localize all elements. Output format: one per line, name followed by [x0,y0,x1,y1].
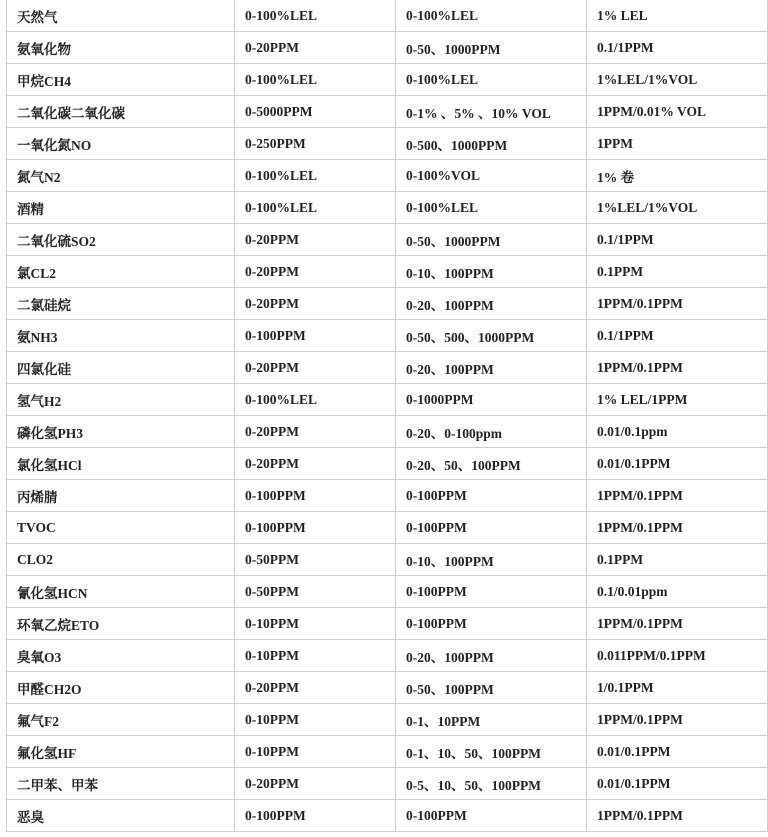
optional-range-cell: 0-20、100PPM [396,288,587,320]
optional-range-cell: 0-20、100PPM [396,352,587,384]
optional-range-cell: 0-100%LEL [396,64,587,96]
table-row [7,672,768,704]
resolution-cell: 1PPM/0.1PPM [587,288,768,320]
table-row [7,256,768,288]
gas-name-cell: 氯化氢HCl [7,448,235,480]
resolution-cell: 0.01/0.1ppm [587,416,768,448]
optional-range-cell: 0-100PPM [396,800,587,832]
resolution-cell: 1PPM/0.01% VOL [587,96,768,128]
optional-range-cell: 0-500、1000PPM [396,128,587,160]
default-range-cell: 0-20PPM [235,768,396,800]
table-row [7,384,768,416]
table-row [7,64,768,96]
optional-range-cell: 0-100PPM [396,480,587,512]
gas-name-cell: 二氧化碳二氧化碳 [7,96,235,128]
resolution-cell: 0.1/1PPM [587,32,768,64]
gas-name-cell: 四氯化硅 [7,352,235,384]
table-row [7,704,768,736]
table-row [7,768,768,800]
gas-name-cell: 氨NH3 [7,320,235,352]
default-range-cell: 0-10PPM [235,608,396,640]
optional-range-cell: 0-10、100PPM [396,544,587,576]
default-range-cell: 0-20PPM [235,224,396,256]
table-row [7,288,768,320]
gas-name-cell: CLO2 [7,544,235,576]
optional-range-cell: 0-100PPM [396,608,587,640]
table-row [7,544,768,576]
gas-name-cell: TVOC [7,512,235,544]
table-row [7,800,768,832]
resolution-cell: 1PPM/0.1PPM [587,800,768,832]
optional-range-cell: 0-50、1000PPM [396,32,587,64]
default-range-cell: 0-20PPM [235,416,396,448]
gas-name-cell: 一氧化氮NO [7,128,235,160]
table-row [7,736,768,768]
optional-range-cell: 0-1000PPM [396,384,587,416]
resolution-cell: 1PPM/0.1PPM [587,704,768,736]
resolution-cell: 1PPM [587,128,768,160]
default-range-cell: 0-100PPM [235,480,396,512]
default-range-cell: 0-50PPM [235,576,396,608]
table-row [7,224,768,256]
table-row [7,128,768,160]
gas-name-cell: 磷化氢PH3 [7,416,235,448]
default-range-cell: 0-20PPM [235,256,396,288]
gas-name-cell: 环氧乙烷ETO [7,608,235,640]
table-body [7,0,768,832]
default-range-cell: 0-100%LEL [235,160,396,192]
table-row [7,576,768,608]
optional-range-cell: 0-10、100PPM [396,256,587,288]
gas-name-cell: 恶臭 [7,800,235,832]
gas-name-cell: 氟化氢HF [7,736,235,768]
default-range-cell: 0-250PPM [235,128,396,160]
resolution-cell: 0.1PPM [587,256,768,288]
resolution-cell: 0.01/0.1PPM [587,768,768,800]
table-row [7,192,768,224]
optional-range-cell: 0-20、0-100ppm [396,416,587,448]
gas-name-cell: 二氯硅烷 [7,288,235,320]
table-row [7,0,768,32]
resolution-cell: 1% LEL [587,0,768,32]
default-range-cell: 0-10PPM [235,640,396,672]
optional-range-cell: 0-50、100PPM [396,672,587,704]
resolution-cell: 1/0.1PPM [587,672,768,704]
resolution-cell: 0.011PPM/0.1PPM [587,640,768,672]
default-range-cell: 0-20PPM [235,672,396,704]
gas-name-cell: 氟气F2 [7,704,235,736]
gas-name-cell: 二氧化硫SO2 [7,224,235,256]
table-row [7,320,768,352]
table-row [7,96,768,128]
optional-range-cell: 0-100%VOL [396,160,587,192]
gas-name-cell: 氯CL2 [7,256,235,288]
optional-range-cell: 0-100%LEL [396,0,587,32]
resolution-cell: 1PPM/0.1PPM [587,608,768,640]
resolution-cell: 1%LEL/1%VOL [587,192,768,224]
default-range-cell: 0-10PPM [235,704,396,736]
default-range-cell: 0-20PPM [235,448,396,480]
resolution-cell: 1PPM/0.1PPM [587,480,768,512]
default-range-cell: 0-100PPM [235,800,396,832]
default-range-cell: 0-10PPM [235,736,396,768]
optional-range-cell: 0-5、10、50、100PPM [396,768,587,800]
gas-name-cell: 甲烷CH4 [7,64,235,96]
table-row [7,352,768,384]
table-row [7,32,768,64]
resolution-cell: 1% 卷 [587,160,768,192]
table-row [7,160,768,192]
gas-name-cell: 酒精 [7,192,235,224]
table-row [7,448,768,480]
default-range-cell: 0-100PPM [235,512,396,544]
gas-name-cell: 氮气N2 [7,160,235,192]
gas-name-cell: 甲醛CH2O [7,672,235,704]
default-range-cell: 0-5000PPM [235,96,396,128]
gas-name-cell: 丙烯腈 [7,480,235,512]
optional-range-cell: 0-20、100PPM [396,640,587,672]
optional-range-cell: 0-50、1000PPM [396,224,587,256]
optional-range-cell: 0-50、500、1000PPM [396,320,587,352]
default-range-cell: 0-100PPM [235,320,396,352]
resolution-cell: 0.1PPM [587,544,768,576]
default-range-cell: 0-20PPM [235,288,396,320]
default-range-cell: 0-100%LEL [235,64,396,96]
gas-name-cell: 氰化氢HCN [7,576,235,608]
optional-range-cell: 0-1、10、50、100PPM [396,736,587,768]
optional-range-cell: 0-100%LEL [396,192,587,224]
optional-range-cell: 0-1、10PPM [396,704,587,736]
resolution-cell: 0.01/0.1PPM [587,736,768,768]
resolution-cell: 0.1/1PPM [587,224,768,256]
table-row [7,416,768,448]
default-range-cell: 0-100%LEL [235,192,396,224]
optional-range-cell: 0-1% 、5% 、10% VOL [396,96,587,128]
resolution-cell: 1%LEL/1%VOL [587,64,768,96]
gas-name-cell: 天然气 [7,0,235,32]
gas-spec-table [6,0,768,832]
gas-name-cell: 二甲苯、甲苯 [7,768,235,800]
gas-name-cell: 氢气H2 [7,384,235,416]
default-range-cell: 0-100%LEL [235,0,396,32]
optional-range-cell: 0-100PPM [396,576,587,608]
optional-range-cell: 0-100PPM [396,512,587,544]
gas-name-cell: 氨氧化物 [7,32,235,64]
table-row [7,608,768,640]
table-row [7,640,768,672]
resolution-cell: 1PPM/0.1PPM [587,352,768,384]
table-row [7,480,768,512]
gas-name-cell: 臭氧O3 [7,640,235,672]
default-range-cell: 0-20PPM [235,32,396,64]
optional-range-cell: 0-20、50、100PPM [396,448,587,480]
resolution-cell: 0.1/0.01ppm [587,576,768,608]
resolution-cell: 0.1/1PPM [587,320,768,352]
resolution-cell: 0.01/0.1PPM [587,448,768,480]
table-row [7,512,768,544]
resolution-cell: 1% LEL/1PPM [587,384,768,416]
default-range-cell: 0-20PPM [235,352,396,384]
default-range-cell: 0-50PPM [235,544,396,576]
default-range-cell: 0-100%LEL [235,384,396,416]
resolution-cell: 1PPM/0.1PPM [587,512,768,544]
